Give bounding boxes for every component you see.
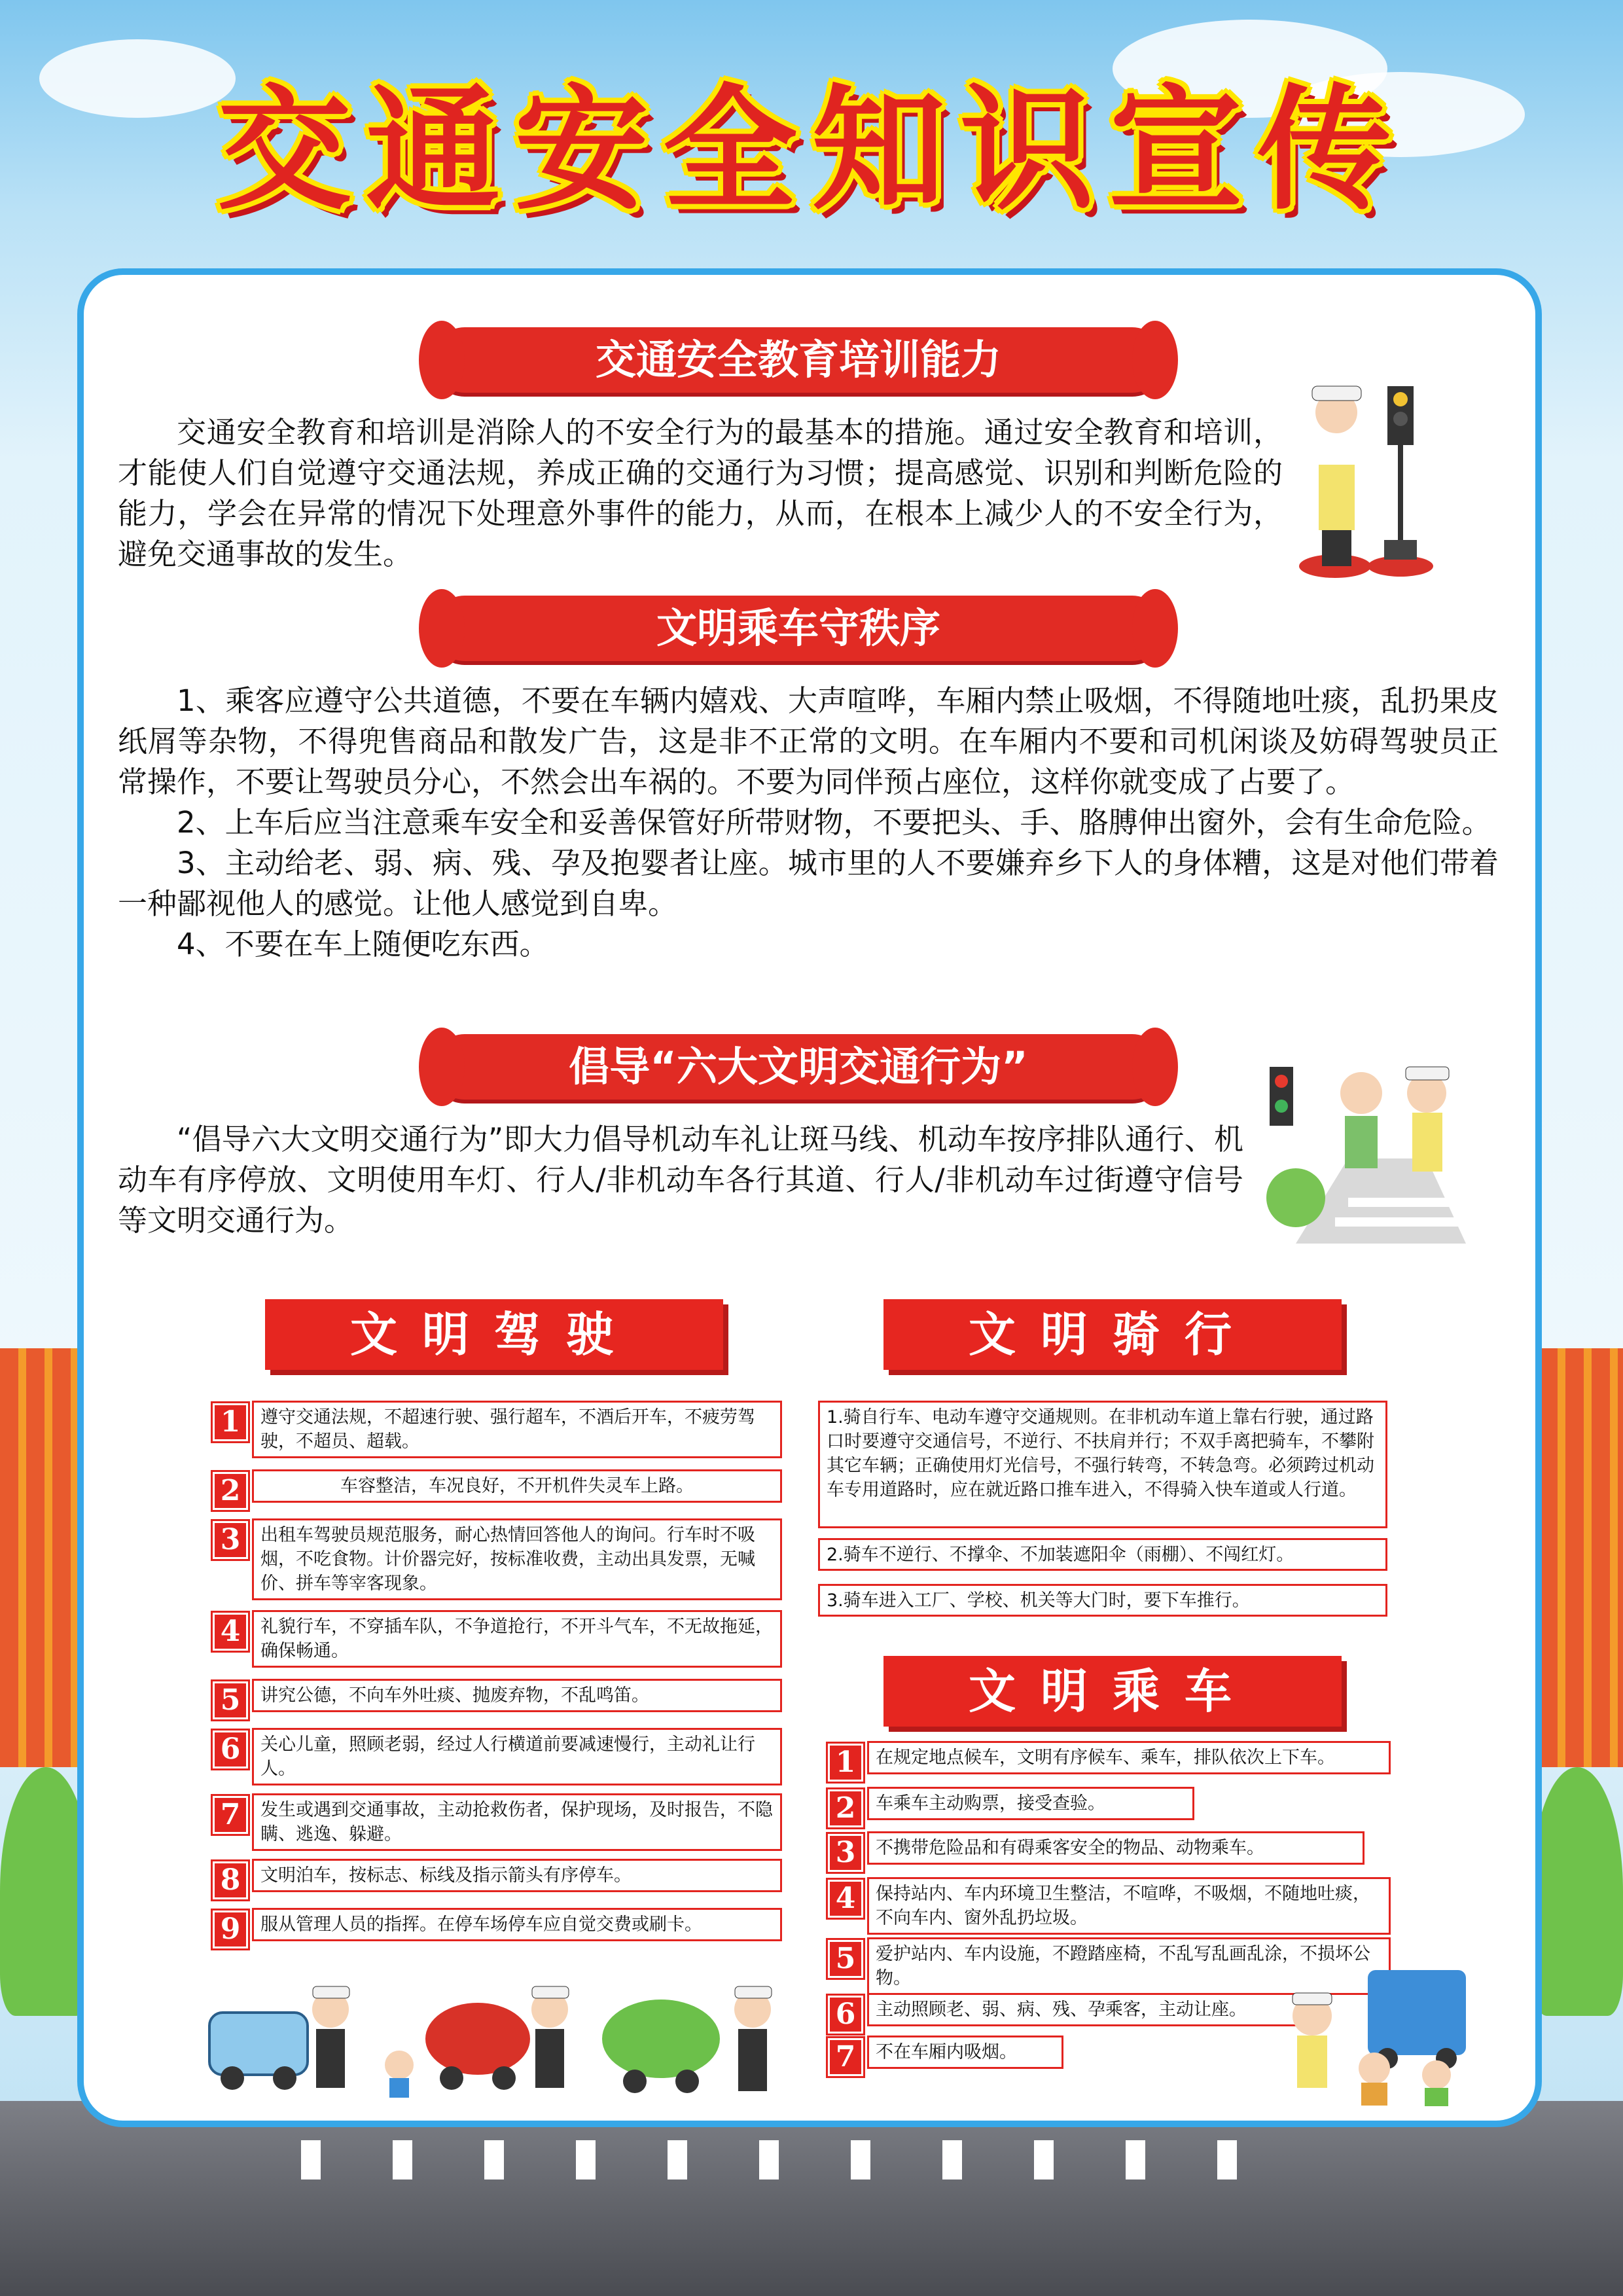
driving-item [213, 1401, 782, 1453]
passenger-item [828, 1831, 1397, 1869]
passenger-item [828, 1741, 1397, 1779]
item-text: 车容整洁，车况良好，不开机件失灵车上路。 [252, 1469, 782, 1503]
driving-item [213, 1859, 782, 1897]
paragraph: 1、乘客应遵守公共道德，不要在车辆内嬉戏、大声喧哗，车厢内禁止吸烟，不得随地吐痰，乱扔果皮纸屑等杂物，不得兜售商品和散发广告，这是非不正常的文明。在车厢内不要和司机闲谈及妨碍驾驶员正常操作，不要让驾驶员分心，不然会出车祸的。不要为同伴预占座位，这样你就变成了占要了。 [118, 683, 1499, 799]
section-title-text: 交通安全教育培训能力 [595, 336, 1001, 384]
section-title-six-behaviors [432, 1034, 1165, 1100]
item-text: 不在车厢内吸烟。 [867, 2036, 1063, 2069]
paragraph: 2、上车后应当注意乘车安全和妥善保管好所带财物，不要把头、手、胳膊伸出窗外，会有生命危险。 [177, 805, 1491, 840]
road-stripe [1126, 2140, 1145, 2179]
number-badge: 1 [828, 1744, 863, 1782]
number-badge: 7 [828, 2038, 863, 2076]
subsection-title-passenger: 文明乘车 [883, 1656, 1342, 1727]
item-text: 在规定地点候车，文明有序候车、乘车，排队依次上下车。 [867, 1741, 1391, 1774]
section-education-text [118, 412, 1283, 575]
section-title-civilized-riding [432, 596, 1165, 661]
passenger-item [828, 1877, 1397, 1929]
driving-item [213, 1679, 782, 1717]
driving-item [213, 1793, 782, 1846]
section-title-education [432, 327, 1165, 393]
number-badge: 3 [828, 1834, 863, 1872]
page-title: 交通安全知识宣传 [217, 73, 1406, 228]
road-stripe [484, 2140, 504, 2179]
road-stripe [576, 2140, 596, 2179]
cycling-item: 3.骑车进入工厂、学校、机关等大门时，要下车推行。 [818, 1584, 1387, 1617]
item-text: 爱护站内、车内设施，不蹬踏座椅，不乱写乱画乱涂，不损坏公物。 [867, 1937, 1391, 1995]
driving-item [213, 1728, 782, 1780]
subsection-title-cycling: 文明骑行 [883, 1299, 1342, 1370]
driving-item [213, 1610, 782, 1662]
road-stripe [393, 2140, 412, 2179]
number-badge: 6 [828, 1996, 863, 2034]
road-stripe [942, 2140, 962, 2179]
number-badge: 1 [213, 1403, 248, 1441]
road-stripe [668, 2140, 687, 2179]
item-text: 不携带危险品和有碍乘客安全的物品、动物乘车。 [867, 1831, 1364, 1865]
item-text: 发生或遇到交通事故，主动抢救伤者，保护现场，及时报告，不隐瞒、逃逸、躲避。 [252, 1793, 782, 1851]
item-text: 出租车驾驶员规范服务，耐心热情回答他人的询问。行车时不吸烟，不吃食物。计价器完好，按标准收费，主动出具发票，无喊价、拼车等宰客现象。 [252, 1518, 782, 1600]
number-badge: 8 [213, 1861, 248, 1899]
number-badge: 4 [828, 1880, 863, 1918]
section-title-text: 文明乘车守秩序 [656, 604, 940, 652]
number-badge: 5 [213, 1681, 248, 1719]
section-six-behaviors-text [118, 1119, 1243, 1241]
item-text: 礼貌行车，不穿插车队，不争道抢行，不开斗气车，不无故拖延，确保畅通。 [252, 1610, 782, 1668]
cartoon-scene-illustration [203, 1973, 792, 2101]
building-decoration [0, 1348, 79, 1767]
item-text: 车乘车主动购票，接受查验。 [867, 1787, 1194, 1820]
road-stripe [851, 2140, 870, 2179]
driving-item [213, 1518, 782, 1600]
road-decoration [0, 2101, 1623, 2296]
item-text: 服从管理人员的指挥。在停车场停车应自觉交费或刷卡。 [252, 1908, 782, 1941]
road-stripe [301, 2140, 321, 2179]
item-text: 主动照顾老、弱、病、残、孕乘客，主动让座。 [867, 1993, 1312, 2026]
section-title-text: 倡导“六大文明交通行为” [569, 1043, 1028, 1090]
subsection-title-driving: 文明驾驶 [265, 1299, 723, 1370]
number-badge: 2 [213, 1472, 248, 1510]
number-badge: 5 [828, 1940, 863, 1978]
number-badge: 7 [213, 1796, 248, 1834]
driving-item [213, 1469, 782, 1507]
road-stripe [1034, 2140, 1054, 2179]
number-badge: 2 [828, 1789, 863, 1827]
item-text: 关心儿童，照顾老弱，经过人行横道前要减速慢行，主动礼让行人。 [252, 1728, 782, 1785]
cartoon-crossing-illustration [1283, 1957, 1472, 2108]
building-decoration [1539, 1348, 1623, 1767]
cycling-item: 2.骑车不逆行、不撑伞、不加装遮阳伞（雨棚）、不闯红灯。 [818, 1538, 1387, 1571]
number-badge: 3 [213, 1521, 248, 1559]
driving-item [213, 1908, 782, 1946]
traffic-police-icon [1296, 367, 1446, 583]
crosswalk-illustration [1257, 1047, 1479, 1250]
number-badge: 6 [213, 1731, 248, 1768]
number-badge: 9 [213, 1910, 248, 1948]
item-text: 讲究公德，不向车外吐痰、抛废弃物，不乱鸣笛。 [252, 1679, 782, 1712]
item-text: 遵守交通法规，不超速行驶、强行超车，不酒后开车，不疲劳驾驶，不超员、超载。 [252, 1401, 782, 1458]
road-stripe [1217, 2140, 1237, 2179]
section-riding-text [118, 681, 1499, 965]
paragraph: 交通安全教育和培训是消除人的不安全行为的最基本的措施。通过安全教育和培训，才能使人们自觉遵守交通法规，养成正确的交通行为习惯；提高感觉、识别和判断危险的能力，学会在异常的情况下处理意外事件的能力，从而，在根本上减少人的不安全行为，避免交通事故的发生。 [118, 415, 1283, 571]
item-text: 保持站内、车内环境卫生整洁，不喧哗，不吸烟，不随地吐痰，不向车内、窗外乱扔垃圾。 [867, 1877, 1391, 1935]
paragraph: “倡导六大文明交通行为”即大力倡导机动车礼让斑马线、机动车按序排队通行、机动车有序停放、文明使用车灯、行人/非机动车各行其道、行人/非机动车过街遵守信号等文明交通行为。 [118, 1122, 1243, 1238]
item-text: 文明泊车，按标志、标线及指示箭头有序停车。 [252, 1859, 782, 1892]
paragraph: 3、主动给老、弱、病、残、孕及抱婴者让座。城市里的人不要嫌弃乡下人的身体糟，这是对他们带着一种鄙视他人的感觉。让他人感觉到自卑。 [118, 846, 1499, 921]
paragraph: 4、不要在车上随便吃东西。 [177, 927, 549, 961]
number-badge: 4 [213, 1613, 248, 1651]
road-stripe [759, 2140, 779, 2179]
cycling-item: 1.骑自行车、电动车遵守交通规则。在非机动车道上靠右行驶，通过路口时要遵守交通信号，不逆行、不扶肩并行；不双手离把骑车，不攀附其它车辆；正确使用灯光信号，不强行转弯，不转急弯。必须跨过机动车专用道路时，应在就近路口推车进入，不得骑入快车道或人行道。 [818, 1401, 1387, 1528]
passenger-item [828, 1787, 1397, 1825]
tree-decoration [1531, 1767, 1623, 2016]
